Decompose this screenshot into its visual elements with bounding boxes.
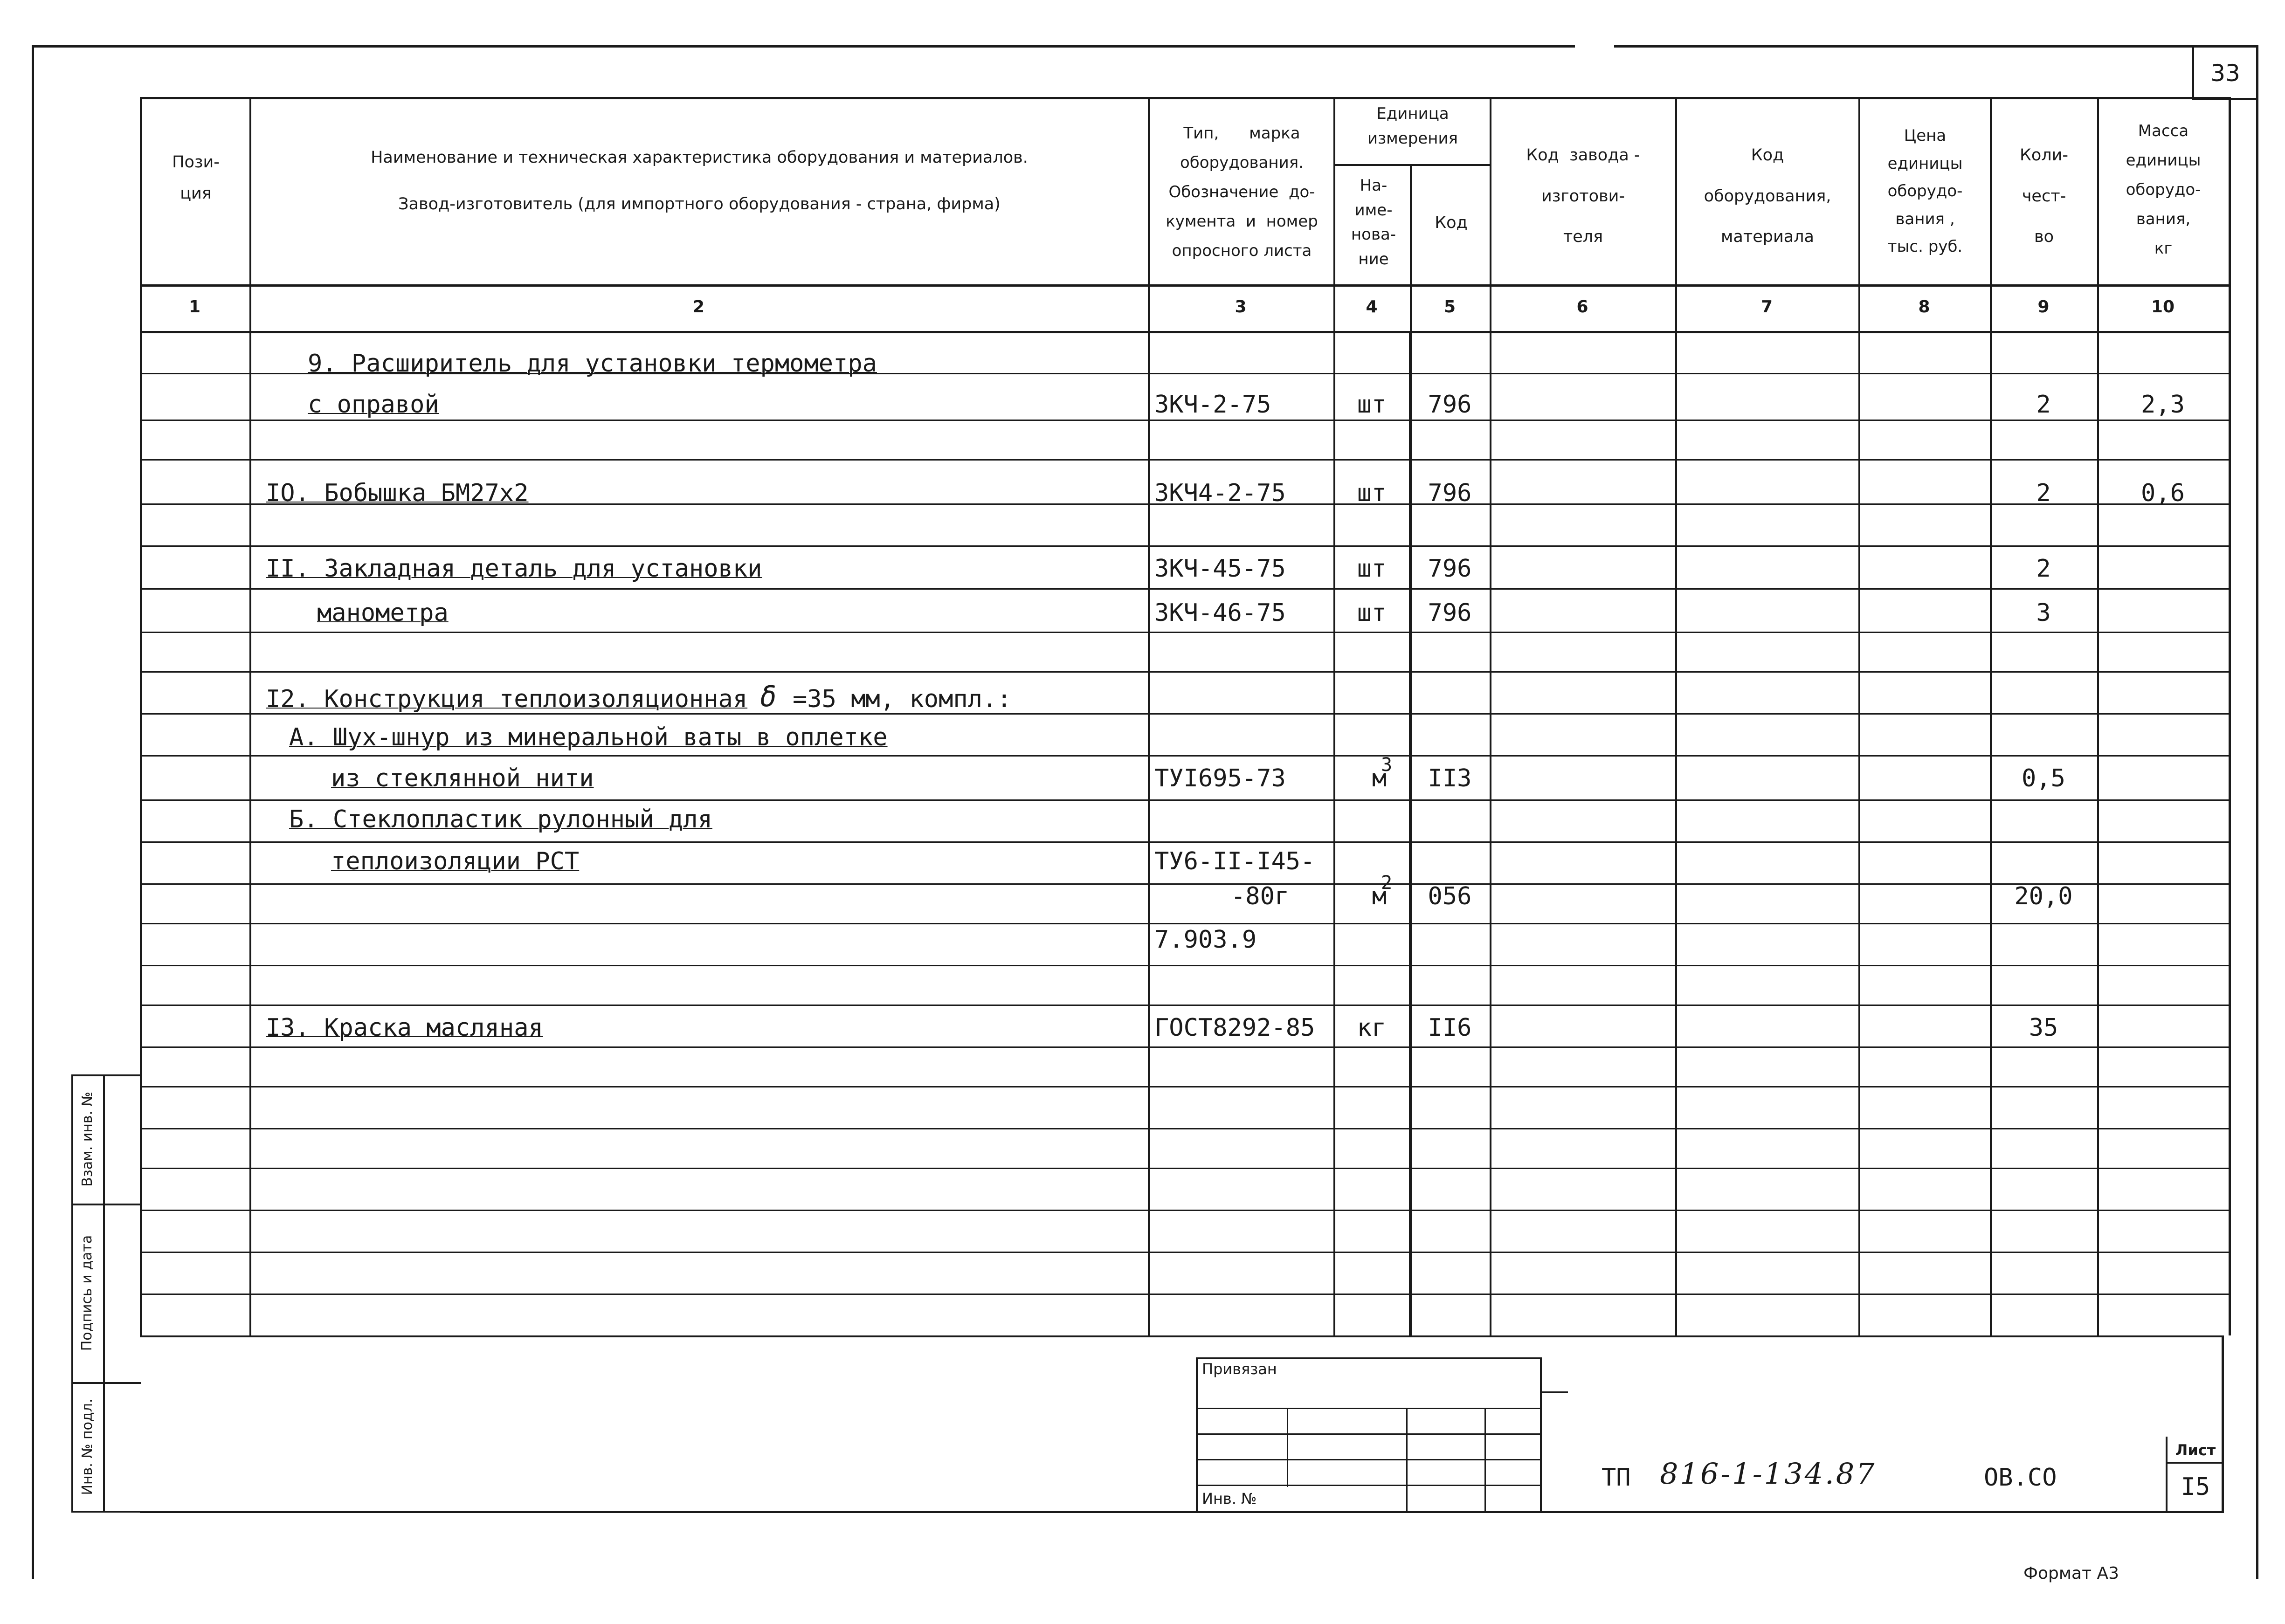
header-unit-group: Единица измерения [1367, 104, 1458, 148]
frame-right [2256, 45, 2258, 1579]
row-line-13 [140, 923, 2229, 924]
row-line-12 [140, 883, 2229, 885]
row-line-11 [140, 841, 2229, 843]
header-bottom [140, 284, 2229, 287]
row-type-mark: ТУI695-73 [1154, 764, 1286, 792]
format-label: Формат А3 [2023, 1564, 2119, 1583]
row-name: I3. Краска масляная [266, 1014, 543, 1042]
row-line-6 [140, 632, 2229, 633]
column-line-3 [1333, 97, 1335, 1335]
row-unit-code: 796 [1428, 479, 1472, 507]
row-unit: кг [1357, 1014, 1387, 1042]
privyazan-col-1 [1287, 1408, 1288, 1487]
column-line-9 [2097, 97, 2099, 1335]
row-name-suffix: =35 мм, компл.: [793, 685, 1012, 713]
corner-page-number: 33 [2210, 60, 2240, 87]
row-line-9 [140, 755, 2229, 757]
row-name: с оправой [308, 391, 439, 419]
side-stamp-right [103, 1074, 105, 1513]
row-name: II. Закладная деталь для установки [266, 555, 762, 583]
row-type-mark: ЗКЧ-45-75 [1154, 555, 1286, 583]
row-line-1 [140, 420, 2229, 421]
row-unit: шт [1357, 479, 1387, 507]
header-name-line1: Наименование и техническая характеристика оборудования и материалов. [371, 148, 1028, 167]
row-delta-symbol: δ [760, 681, 777, 713]
table-bottom [140, 1335, 2224, 1337]
bottom-frame-line [140, 1511, 2224, 1513]
row-quantity: 35 [2029, 1014, 2058, 1042]
row-name: манометра [317, 599, 449, 627]
doc-box-top [1540, 1391, 1568, 1393]
row-type-mark: ЗКЧ4-2-75 [1154, 479, 1286, 507]
privyazan-box-left [1196, 1357, 1198, 1513]
row-line-20 [140, 1210, 2229, 1211]
row-line-21 [140, 1252, 2229, 1253]
privyazan-col-2 [1406, 1408, 1408, 1513]
doc-code: ОВ.СО [1984, 1464, 2057, 1492]
row-name: 9. Расширитель для установки термометра [308, 350, 877, 378]
privyazan-box-right [1540, 1357, 1542, 1513]
column-number-5: 5 [1443, 297, 1456, 317]
header-unit-name: На- име- нова- ние [1351, 176, 1396, 269]
list-box-divider [2166, 1462, 2224, 1464]
side-stamp-left [71, 1074, 73, 1513]
row-type-mark: -80г [1231, 882, 1290, 910]
row-line-8 [140, 713, 2229, 715]
side-stamp-vzam: Взам. инв. № [79, 1092, 96, 1187]
frame-top-left [32, 45, 1575, 48]
row-line-17 [140, 1086, 2229, 1087]
row-line-22 [140, 1294, 2229, 1295]
row-name: IO. Бобышка БМ27х2 [266, 479, 529, 507]
row-quantity: 2 [2036, 479, 2051, 507]
column-line-10 [2229, 97, 2231, 1335]
column-number-6: 6 [1576, 297, 1588, 317]
column-line-2 [1148, 97, 1150, 1335]
row-mass: 2,3 [2141, 391, 2185, 419]
privyazan-box-top [1196, 1357, 1542, 1359]
privyazan-label: Привязан [1202, 1360, 1277, 1378]
row-quantity: 2 [2036, 391, 2051, 419]
column-line-8 [1990, 97, 1992, 1335]
row-line-10 [140, 799, 2229, 801]
row-type-mark: ЗКЧ-46-75 [1154, 599, 1286, 627]
row-name: из стеклянной нити [331, 764, 594, 792]
row-unit: шт [1357, 391, 1387, 419]
row-type-mark: 7.903.9 [1154, 926, 1257, 954]
header-type-mark: Тип, марка оборудования. Обозначение до- кумента и номер опросного листа [1166, 124, 1318, 260]
header-quantity: Коли- чест- во [2019, 146, 2068, 246]
privyazan-row-3 [1196, 1485, 1542, 1486]
row-unit: шт [1357, 599, 1387, 627]
row-line-14 [140, 965, 2229, 966]
row-name: Б. Стеклопластик рулонный для [289, 805, 712, 833]
row-line-16 [140, 1046, 2229, 1048]
inv-no-label: Инв. № [1202, 1490, 1257, 1507]
row-unit-code: II6 [1428, 1014, 1472, 1042]
row-quantity: 2 [2036, 555, 2051, 583]
row-unit-code: 796 [1428, 599, 1472, 627]
row-line-7 [140, 671, 2229, 673]
row-line-18 [140, 1128, 2229, 1129]
colnum-bottom [140, 331, 2229, 333]
row-unit-code: 796 [1428, 391, 1472, 419]
row-line-2 [140, 459, 2229, 461]
column-number-3: 3 [1235, 297, 1247, 317]
column-number-9: 9 [2037, 297, 2050, 317]
column-line-1 [249, 97, 251, 1335]
column-number-1: 1 [188, 297, 201, 317]
list-value: I5 [2181, 1473, 2210, 1501]
row-line-4 [140, 545, 2229, 547]
column-line-6 [1675, 97, 1677, 1335]
column-line-5 [1490, 97, 1491, 1335]
row-type-mark: ГОСТ8292-85 [1154, 1014, 1315, 1042]
row-quantity: 20,0 [2014, 882, 2073, 910]
row-name: I2. Конструкция теплоизоляционная [266, 685, 748, 713]
frame-top-right [1614, 45, 2258, 48]
header-name-line2: Завод-изготовитель (для импортного оборудования - страна, фирма) [398, 195, 1001, 213]
row-name: А. Шух-шнур из минеральной ваты в оплетке [289, 723, 888, 751]
column-line-0 [140, 97, 142, 1335]
header-position: Пози- ция [172, 153, 220, 203]
row-unit-code: 796 [1428, 555, 1472, 583]
row-unit-exponent: 3 [1381, 754, 1393, 776]
header-mass: Масса единицы оборудо- вания, кг [2126, 122, 2201, 258]
doc-prefix: ТП [1602, 1464, 1631, 1492]
column-line-7 [1858, 97, 1860, 1335]
side-stamp-inv-podl: Инв. № подл. [79, 1398, 96, 1495]
row-line-5 [140, 588, 2229, 590]
row-type-mark: ЗКЧ-2-75 [1154, 391, 1271, 419]
header-factory-code: Код завода - изготови- теля [1526, 146, 1640, 246]
row-unit: м [1372, 882, 1387, 910]
privyazan-col-3 [1484, 1408, 1486, 1513]
row-unit-exponent: 2 [1381, 872, 1393, 894]
column-number-2: 2 [692, 297, 705, 317]
header-price: Цена единицы оборудо- вания , тыс. руб. [1887, 126, 1963, 256]
column-number-10: 10 [2151, 297, 2175, 317]
row-unit: шт [1357, 555, 1387, 583]
row-unit-code: II3 [1428, 764, 1472, 792]
frame-left [32, 45, 34, 1579]
column-number-8: 8 [1918, 297, 1930, 317]
privyazan-row-1 [1196, 1433, 1542, 1435]
header-unit-code: Код [1435, 213, 1468, 232]
list-label: Лист [2175, 1441, 2216, 1459]
column-number-7: 7 [1760, 297, 1773, 317]
column-number-4: 4 [1366, 297, 1378, 317]
row-line-15 [140, 1005, 2229, 1006]
side-stamp-podpis: Подпись и дата [79, 1235, 95, 1351]
row-unit: м [1372, 764, 1387, 792]
privyazan-row-2 [1196, 1459, 1542, 1460]
row-type-mark: ТУ6-II-I45- [1154, 847, 1315, 875]
row-quantity: 0,5 [2022, 764, 2065, 792]
row-mass: 0,6 [2141, 479, 2185, 507]
row-unit-code: 056 [1428, 882, 1472, 910]
header-equipment-code: Код оборудования, материала [1704, 146, 1831, 246]
table-top [140, 97, 2229, 99]
row-quantity: 3 [2036, 599, 2051, 627]
doc-number: 816-1-134.87 [1660, 1457, 1877, 1491]
row-name: теплоизоляции РСТ [331, 847, 580, 875]
privyazan-divider [1196, 1408, 1542, 1409]
row-line-19 [140, 1168, 2229, 1169]
